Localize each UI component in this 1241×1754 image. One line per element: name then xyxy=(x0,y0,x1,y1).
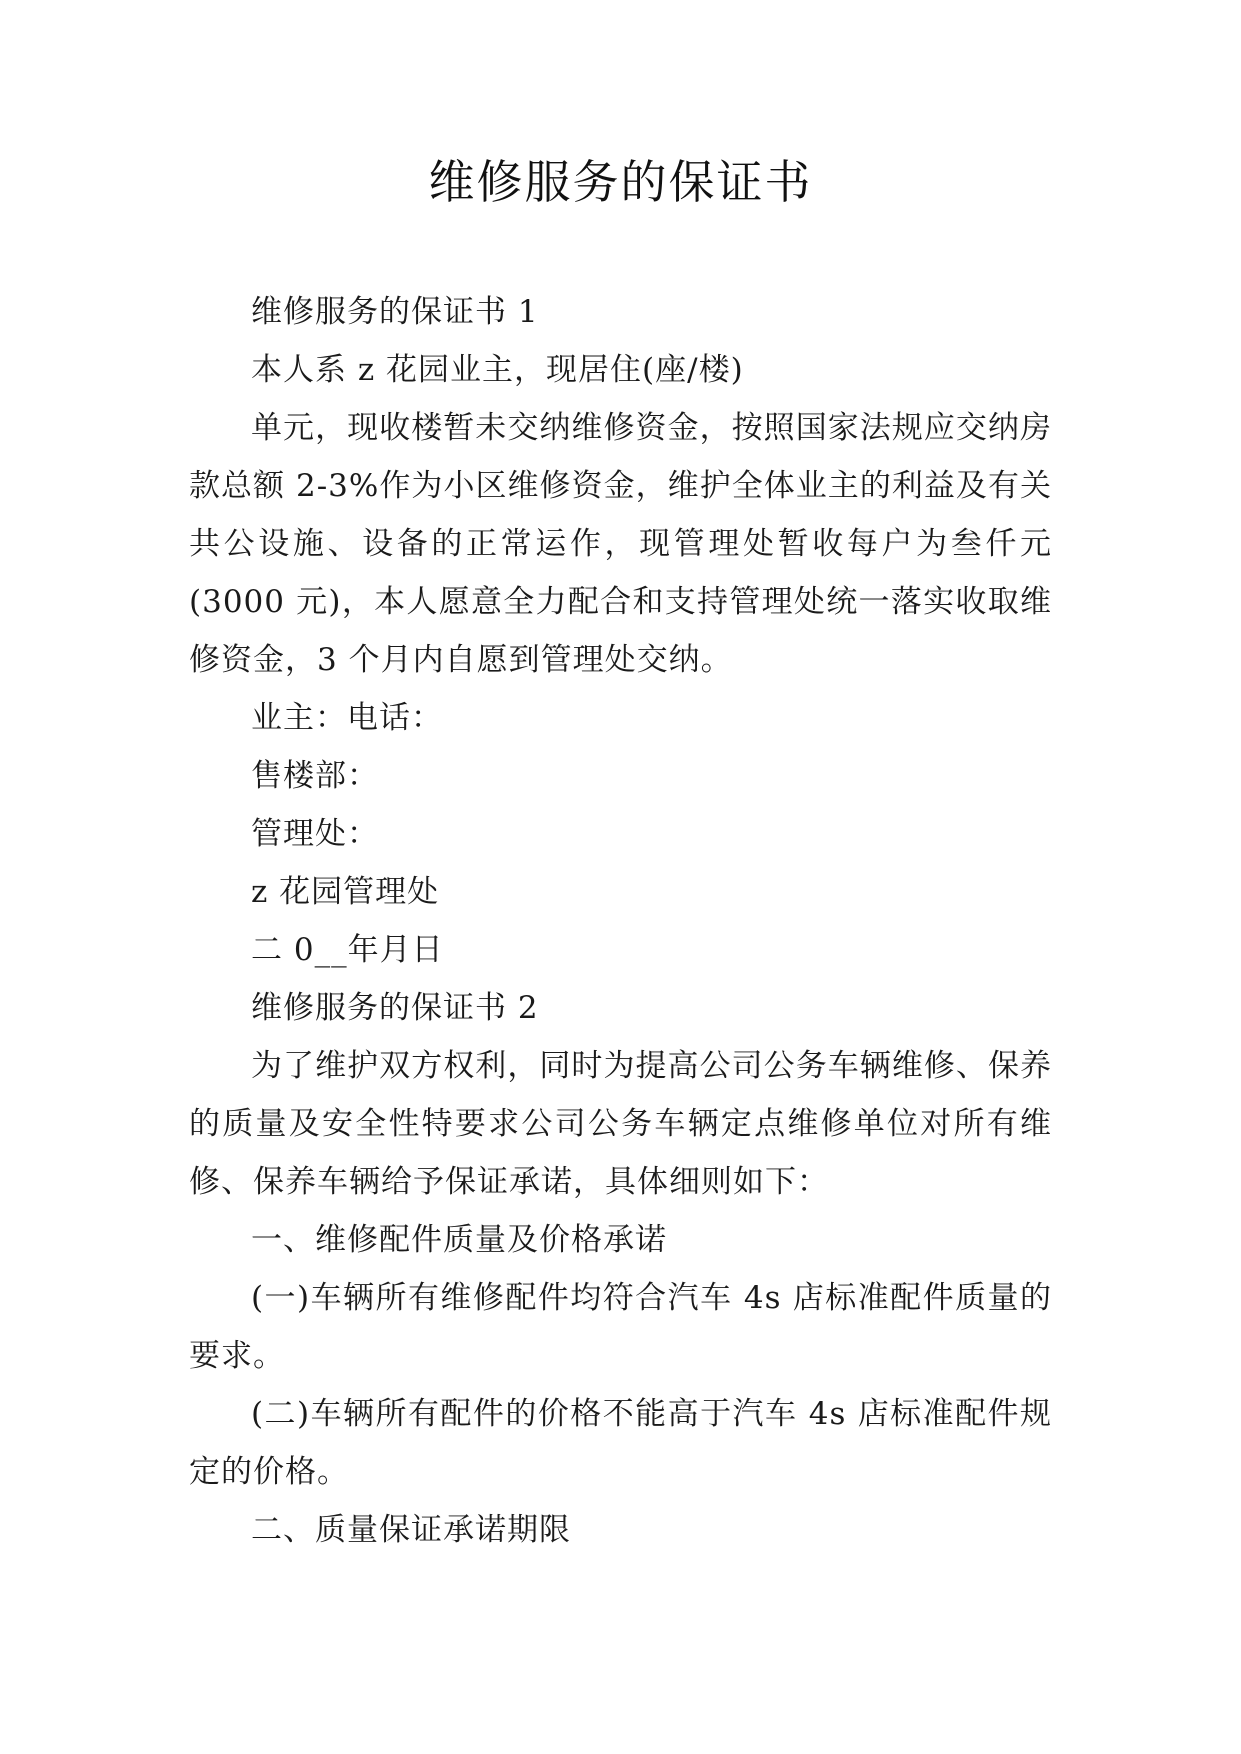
paragraph-signature-office: z 花园管理处 xyxy=(251,874,440,910)
paragraph-sales-office: 售楼部： xyxy=(251,758,379,794)
paragraph-section-1: 一、维修配件质量及价格承诺 xyxy=(251,1222,667,1258)
paragraph-management-office: 管理处： xyxy=(251,816,379,852)
paragraph-item-1: (一)车辆所有维修配件均符合汽车 4s 店标准配件质量的要求。 xyxy=(189,1280,1052,1374)
paragraph-item-2: (二)车辆所有配件的价格不能高于汽车 4s 店标准配件规定的价格。 xyxy=(189,1396,1052,1490)
paragraph-date: 二 0__年月日 xyxy=(251,932,444,968)
document-title: 维修服务的保证书 xyxy=(428,155,813,209)
paragraph-section-2: 二、质量保证承诺期限 xyxy=(251,1512,571,1548)
paragraph-owner-phone: 业主：电话： xyxy=(251,700,443,736)
paragraph-owner-residence: 本人系 z 花园业主，现居住(座/楼) xyxy=(251,352,744,388)
document-body xyxy=(189,283,1052,1559)
paragraph-intro: 为了维护双方权利，同时为提高公司公务车辆维修、保养的质量及安全性特要求公司公务车辆定点维修单位对所有维修、保养车辆给予保证承诺，具体细则如下： xyxy=(189,1048,1052,1200)
paragraph-heading-1: 维修服务的保证书 1 xyxy=(251,294,539,330)
paragraph-heading-2: 维修服务的保证书 2 xyxy=(251,990,539,1026)
paragraph-maintenance-fund: 单元，现收楼暂未交纳维修资金，按照国家法规应交纳房款总额 2-3%作为小区维修资金，维护全体业主的利益及有关共公设施、设备的正常运作，现管理处暂收每户为叁仟元(3000 元)，本人愿意全力配合和支持管理处统一落实收取维修资金，3 个月内自愿到管理处交纳。 xyxy=(189,410,1052,678)
